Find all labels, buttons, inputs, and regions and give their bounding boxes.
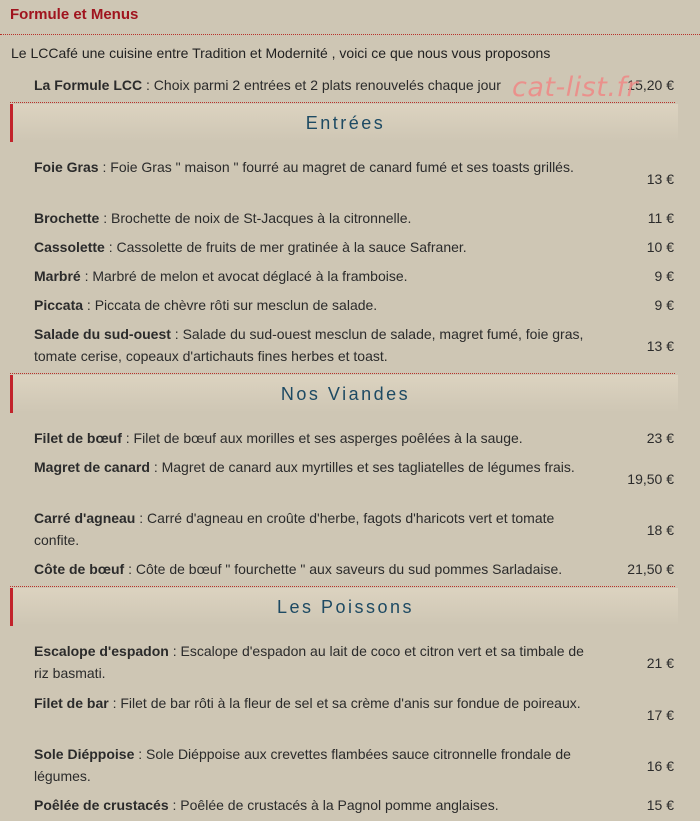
section-header-viandes (10, 375, 678, 413)
menu-item (34, 207, 674, 229)
item-price: 15 € (646, 797, 674, 813)
section-divider (10, 102, 675, 103)
formule-desc: : Choix parmi 2 entrées et 2 plats renouvelés chaque jour (142, 77, 501, 93)
item-price: 10 € (646, 239, 674, 255)
item-name: Magret de canard (34, 459, 150, 475)
item-name: Cassolette (34, 239, 105, 255)
menu-item (34, 156, 674, 187)
menu-item (34, 456, 674, 487)
item-desc: : Foie Gras " maison " fourré au magret de canard fumé et ses toasts grillés. (98, 159, 574, 175)
item-name: Escalope d'espadon (34, 643, 169, 659)
section-header-entrees (10, 104, 678, 142)
item-name: Marbré (34, 268, 81, 284)
item-name: Salade du sud-ouest (34, 326, 171, 342)
item-price: 13 € (646, 338, 674, 354)
item-name: Piccata (34, 297, 84, 313)
menu-item (34, 236, 674, 258)
item-price: 9 € (654, 268, 674, 284)
item-price: 23 € (646, 430, 674, 446)
item-name: Carré d'agneau (34, 510, 136, 526)
item-price: 11 € (647, 210, 674, 226)
menu-item (34, 427, 674, 449)
menu-item (34, 794, 674, 816)
section-title-poissons: Les Poissons (276, 597, 415, 617)
item-price: 13 € (646, 171, 674, 187)
item-price: 17 € (646, 707, 674, 723)
section-title-entrees: Entrées (305, 113, 386, 133)
item-price: 18 € (646, 522, 674, 538)
item-desc: : Cassolette de fruits de mer gratinée à la sauce Safraner. (104, 239, 467, 255)
item-desc: : Brochette de noix de St-Jacques à la citronnelle. (99, 210, 412, 226)
page-header (0, 0, 700, 35)
item-name: Poêlée de crustacés (34, 797, 169, 813)
formule-name: La Formule LCC (34, 77, 143, 93)
item-desc: : Filet de bar rôti à la fleur de sel et sa crème d'anis sur fondue de poireaux. (108, 695, 581, 711)
item-name: Filet de bar (34, 695, 109, 711)
menu-item (34, 640, 674, 684)
menu-item (34, 294, 674, 316)
item-name: Côte de bœuf (34, 561, 125, 577)
menu-item (34, 743, 674, 787)
item-price: 9 € (654, 297, 674, 313)
item-price: 19,50 € (627, 471, 674, 487)
section-divider (10, 373, 675, 374)
menu-item (34, 323, 674, 367)
item-desc: : Salade du sud-ouest mesclun de salade, magret fumé, foie gras, tomate cerise, copeaux d'artichauts fines herbes et toast. (34, 326, 584, 364)
intro-text: Le LCCafé une cuisine entre Tradition et Modernité , voici ce que nous vous proposons (11, 45, 551, 61)
watermark: cat-list.fr (512, 72, 639, 103)
menu-item (34, 558, 674, 580)
item-desc: : Filet de bœuf aux morilles et ses asperges poêlées à la sauge. (121, 430, 523, 446)
menu-item (34, 507, 674, 551)
item-desc: : Marbré de melon et avocat déglacé à la framboise. (80, 268, 408, 284)
item-price: 21,50 € (627, 561, 674, 577)
item-desc: : Magret de canard aux myrtilles et ses tagliatelles de légumes frais. (149, 459, 575, 475)
item-price: 21 € (646, 655, 674, 671)
item-desc: : Sole Diéppoise aux crevettes flambées sauce citronnelle frondale de légumes. (34, 746, 571, 784)
item-name: Foie Gras (34, 159, 99, 175)
section-divider (10, 586, 675, 587)
menu-item (34, 692, 674, 723)
item-name: Filet de bœuf (34, 430, 122, 446)
menu-item (34, 265, 674, 287)
item-name: Sole Diéppoise (34, 746, 135, 762)
page-title: Formule et Menus (10, 6, 139, 23)
item-desc: : Piccata de chèvre rôti sur mesclun de salade. (83, 297, 378, 313)
item-desc: : Carré d'agneau en croûte d'herbe, fagots d'haricots vert et tomate confite. (34, 510, 555, 548)
item-desc: : Côte de bœuf " fourchette " aux saveurs du sud pommes Sarladaise. (124, 561, 563, 577)
section-title-viandes: Nos Viandes (280, 384, 411, 404)
item-desc: : Poêlée de crustacés à la Pagnol pomme anglaises. (168, 797, 499, 813)
item-price: 16 € (646, 758, 674, 774)
section-header-poissons (10, 588, 678, 626)
item-desc: : Escalope d'espadon au lait de coco et citron vert et sa timbale de riz basmati. (34, 643, 584, 681)
formule-price: 15,20 € (627, 77, 674, 93)
item-name: Brochette (34, 210, 100, 226)
